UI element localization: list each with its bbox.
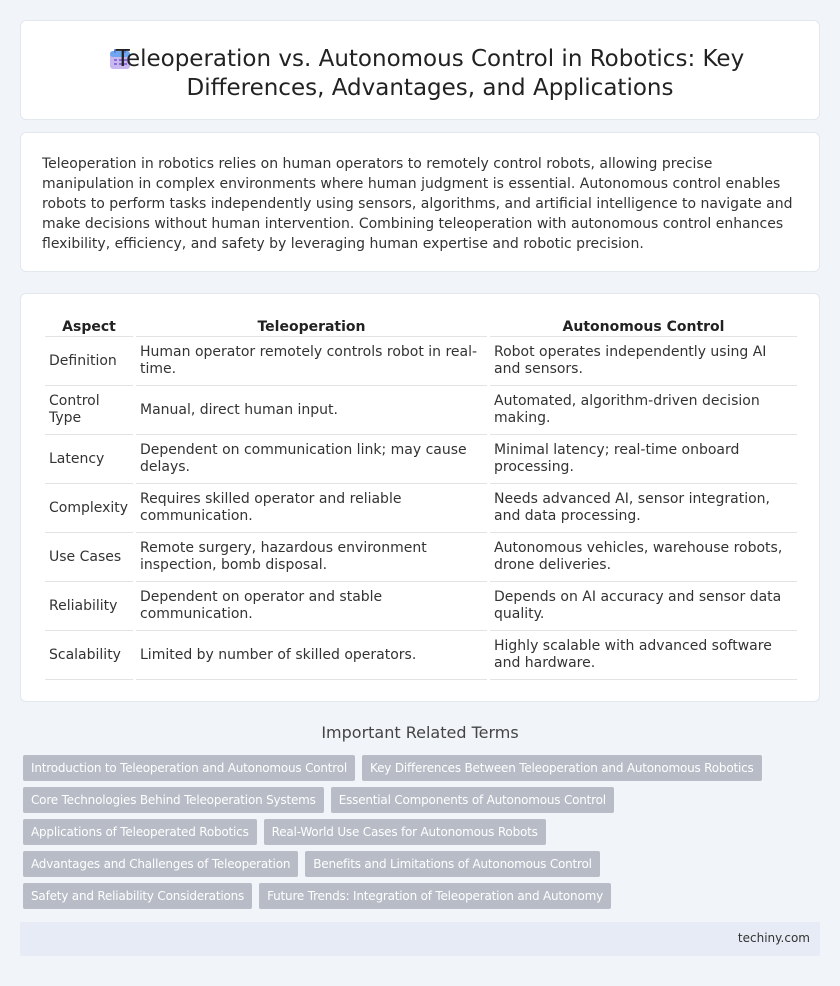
cell-teleoperation: Manual, direct human input. <box>136 386 487 435</box>
header-aspect: Aspect <box>45 317 133 337</box>
cell-autonomous: Autonomous vehicles, warehouse robots, drone deliveries. <box>490 533 797 582</box>
footer <box>20 922 820 956</box>
cell-aspect: Definition <box>45 337 133 386</box>
footer-site-link[interactable]: techiny.com <box>737 931 810 945</box>
related-terms-list <box>23 755 813 909</box>
related-term-tag[interactable]: Key Differences Between Teleoperation and Autonomous Robotics <box>362 755 762 781</box>
table-row <box>45 484 797 533</box>
cell-aspect: Latency <box>45 435 133 484</box>
cell-aspect: Complexity <box>45 484 133 533</box>
cell-autonomous: Automated, algorithm-driven decision making. <box>490 386 797 435</box>
table-row <box>45 631 797 680</box>
cell-teleoperation: Remote surgery, hazardous environment inspection, bomb disposal. <box>136 533 487 582</box>
intro-card <box>20 132 820 272</box>
cell-aspect: Scalability <box>45 631 133 680</box>
cell-autonomous: Depends on AI accuracy and sensor data quality. <box>490 582 797 631</box>
table-row <box>45 386 797 435</box>
cell-autonomous: Needs advanced AI, sensor integration, and data processing. <box>490 484 797 533</box>
related-term-tag[interactable]: Safety and Reliability Considerations <box>23 883 252 909</box>
cell-autonomous: Robot operates independently using AI and sensors. <box>490 337 797 386</box>
table-row <box>45 582 797 631</box>
page-title: Teleoperation vs. Autonomous Control in Robotics: Key Differences, Advantages, and Applications <box>115 46 745 101</box>
header-card <box>20 20 820 120</box>
cell-teleoperation: Dependent on operator and stable communication. <box>136 582 487 631</box>
related-term-tag[interactable]: Benefits and Limitations of Autonomous Control <box>305 851 600 877</box>
table-row <box>45 435 797 484</box>
cell-teleoperation: Requires skilled operator and reliable communication. <box>136 484 487 533</box>
table-row <box>45 533 797 582</box>
cell-aspect: Reliability <box>45 582 133 631</box>
table-row <box>45 337 797 386</box>
intro-text: Teleoperation in robotics relies on human operators to remotely control robots, allowing precise manipulation in complex environments where human judgment is essential. Autonomous control enables robots to perform tasks independently using sensors, algorithms, and artificial intelligence to navigate and make decisions without human intervention. Combining teleoperation with autonomous control enhances flexibility, efficiency, and safety by leveraging human expertise and robotic precision. <box>42 156 793 252</box>
comparison-table <box>42 317 800 680</box>
related-term-tag[interactable]: Introduction to Teleoperation and Autonomous Control <box>23 755 355 781</box>
cell-autonomous: Highly scalable with advanced software and hardware. <box>490 631 797 680</box>
cell-aspect: Control Type <box>45 386 133 435</box>
related-terms-title: Important Related Terms <box>321 723 519 742</box>
cell-teleoperation: Limited by number of skilled operators. <box>136 631 487 680</box>
related-term-tag[interactable]: Real-World Use Cases for Autonomous Robots <box>264 819 546 845</box>
related-term-tag[interactable]: Core Technologies Behind Teleoperation Systems <box>23 787 324 813</box>
cell-aspect: Use Cases <box>45 533 133 582</box>
cell-autonomous: Minimal latency; real-time onboard processing. <box>490 435 797 484</box>
related-term-tag[interactable]: Advantages and Challenges of Teleoperation <box>23 851 298 877</box>
related-term-tag[interactable]: Applications of Teleoperated Robotics <box>23 819 257 845</box>
related-term-tag[interactable]: Essential Components of Autonomous Control <box>331 787 614 813</box>
table-header-row <box>45 317 797 337</box>
cell-teleoperation: Human operator remotely controls robot in real-time. <box>136 337 487 386</box>
cell-teleoperation: Dependent on communication link; may cause delays. <box>136 435 487 484</box>
related-term-tag[interactable]: Future Trends: Integration of Teleoperation and Autonomy <box>259 883 611 909</box>
header-autonomous: Autonomous Control <box>490 317 797 337</box>
comparison-card <box>20 293 820 702</box>
header-teleoperation: Teleoperation <box>136 317 487 337</box>
